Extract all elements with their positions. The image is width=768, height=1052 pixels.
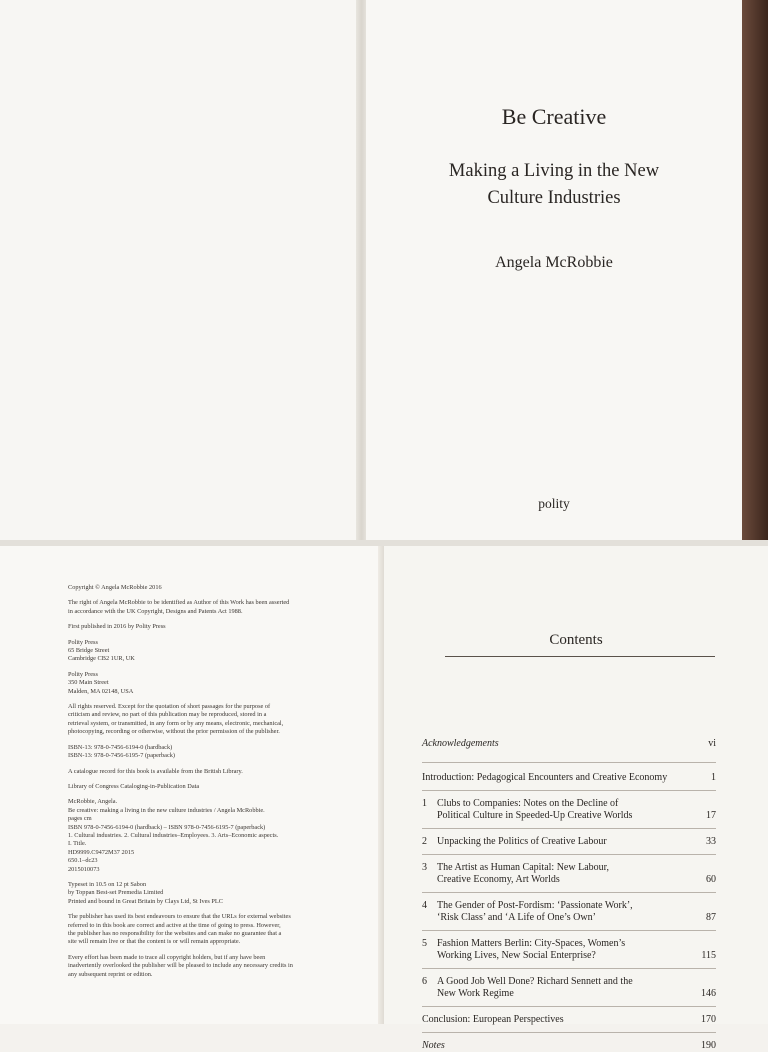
toc-chapter-number: 1 [422, 798, 427, 809]
copyright-line: pages cm [68, 815, 92, 823]
toc-chapter-number: 2 [422, 836, 427, 847]
copyright-line: photocopying, recording or otherwise, without the prior permission of the publisher. [68, 728, 280, 736]
toc-title-line: Introduction: Pedagogical Encounters and Creative Economy [422, 772, 668, 783]
copyright-line: Polity Press [68, 638, 98, 646]
toc-title [422, 938, 687, 962]
toc-entry [422, 738, 716, 750]
toc-title-line: New Work Regime [437, 988, 514, 999]
toc-title-line: Working Lives, New Social Enterprise? [437, 950, 596, 961]
copyright-line: site will remain live or that the content is or will remain appropriate. [68, 938, 241, 946]
copyright-paragraph [68, 768, 358, 776]
copyright-paragraph [68, 913, 358, 947]
toc-title-line: ‘Risk Class’ and ‘A Life of One’s Own’ [437, 912, 596, 923]
toc-page-number: 33 [706, 836, 716, 847]
copyright-line: Every effort has been made to trace all copyright holders, but if any have been [68, 953, 266, 961]
toc-title [422, 798, 687, 822]
toc-divider [422, 930, 716, 931]
contents-heading-rule [445, 656, 715, 657]
toc-title-line: The Artist as Human Capital: New Labour, [437, 862, 610, 873]
copyright-paragraph [68, 954, 358, 979]
copyright-line: any subsequent reprint or edition. [68, 970, 153, 978]
toc-chapter-number: 5 [422, 938, 427, 949]
toc-chapter-number: 4 [422, 900, 427, 911]
copyright-paragraph [68, 798, 358, 874]
copyright-line: Typeset in 10.5 on 12 pt Sabon [68, 880, 147, 888]
publisher-name: polity [538, 496, 570, 511]
toc-divider [422, 968, 716, 969]
copyright-line: retrieval system, or transmitted, in any form or by any means, electronic, mechanical, [68, 719, 284, 727]
copyright-paragraph [68, 599, 358, 616]
copyright-line: referred to in this book are correct and active at the time of going to press. However, [68, 921, 281, 929]
copyright-line: The right of Angela McRobbie to be identified as Author of this Work has been asserted [68, 599, 290, 607]
toc-entry [422, 836, 716, 848]
copyright-line: 350 Main Street [68, 679, 109, 687]
toc-chapter-number: 6 [422, 976, 427, 987]
toc-divider [422, 1006, 716, 1007]
toc-entry [422, 862, 716, 886]
copyright-line: by Toppan Best-set Premedia Limited [68, 889, 164, 897]
toc-chapter-number: 3 [422, 862, 427, 873]
subtitle-line: Culture Industries [487, 188, 621, 208]
toc-entry [422, 1040, 716, 1052]
toc-entry [422, 900, 716, 924]
table-of-contents [422, 738, 716, 1052]
toc-divider [422, 1032, 716, 1033]
subtitle-line: Making a Living in the New [448, 161, 660, 181]
toc-entry [422, 772, 716, 784]
toc-title [422, 1040, 692, 1052]
toc-title-line: Acknowledgements [422, 738, 499, 749]
toc-title [422, 900, 687, 924]
copyright-line: Library of Congress Cataloging-in-Publication Data [68, 782, 200, 790]
contents-heading: Contents [549, 632, 603, 648]
toc-title-line: Creative Economy, Art Worlds [437, 874, 560, 885]
copyright-line: I. Title. [68, 840, 87, 848]
toc-title [422, 976, 687, 1000]
copyright-paragraph [68, 744, 358, 761]
copyright-line: the publisher has no responsibility for the websites and can make no guarantee that a [68, 930, 282, 937]
toc-page-number: 170 [701, 1014, 716, 1025]
toc-title-line: Conclusion: European Perspectives [422, 1014, 564, 1025]
copyright-line: 650.1–dc23 [68, 857, 98, 865]
copyright-paragraph [68, 881, 358, 906]
toc-divider [422, 828, 716, 829]
copyright-line: Printed and bound in Great Britain by Clays Ltd, St Ives PLC [68, 897, 223, 905]
book-title: Be Creative [501, 104, 607, 129]
toc-title-line: Unpacking the Politics of Creative Labour [437, 836, 607, 847]
blank-page [0, 0, 358, 540]
toc-title [422, 1014, 692, 1026]
copyright-paragraph [68, 584, 358, 592]
toc-entry [422, 1014, 716, 1026]
copyright-line: Copyright © Angela McRobbie 2016 [68, 584, 162, 591]
copyright-line: Malden, MA 02148, USA [68, 687, 134, 695]
toc-page-number: 17 [706, 810, 716, 821]
author-name: Angela McRobbie [495, 254, 613, 271]
copyright-line: The publisher has used its best endeavours to ensure that the URLs for external websites [68, 913, 291, 921]
copyright-text [68, 584, 358, 986]
copyright-line: 2015010073 [68, 865, 100, 873]
copyright-line: ISBN-13: 978-0-7456-6194-0 (hardback) [68, 743, 173, 751]
copyright-line: 65 Bridge Street [68, 647, 110, 655]
toc-divider [422, 892, 716, 893]
toc-divider [422, 790, 716, 791]
toc-title-line: Political Culture in Speeded-Up Creative Worlds [437, 810, 633, 821]
toc-title-line: The Gender of Post-Fordism: ‘Passionate Work’, [437, 900, 633, 911]
copyright-line: A catalogue record for this book is available from the British Library. [68, 767, 243, 775]
book-subtitle [366, 158, 742, 212]
toc-page-number: 190 [701, 1040, 716, 1051]
copyright-line: All rights reserved. Except for the quotation of short passages for the purpose of [68, 703, 271, 711]
copyright-page [0, 546, 384, 1024]
toc-title-line: Clubs to Companies: Notes on the Decline of [437, 798, 619, 809]
book-cover-edge [742, 0, 768, 540]
toc-title [422, 772, 692, 784]
toc-page-number: 87 [706, 912, 716, 923]
toc-page-number: 146 [701, 988, 716, 999]
copyright-line: in accordance with the UK Copyright, Designs and Patents Act 1988. [68, 607, 243, 615]
title-page [366, 0, 742, 540]
copyright-paragraph [68, 623, 358, 631]
copyright-paragraph [68, 783, 358, 791]
toc-entry [422, 938, 716, 962]
toc-divider [422, 762, 716, 763]
copyright-line: HD9999.C9472M37 2015 [68, 848, 135, 856]
copyright-line: 1. Cultural industries. 2. Cultural industries–Employees. 3. Arts–Economic aspects. [68, 831, 279, 839]
copyright-line: criticism and review, no part of this publication may be reproduced, stored in a [68, 711, 267, 719]
toc-page-number: 1 [711, 772, 716, 783]
toc-title [422, 738, 692, 750]
copyright-line: Be creative: making a living in the new culture industries / Angela McRobbie. [68, 806, 265, 814]
copyright-line: ISBN 978-0-7456-6194-0 (hardback) – ISBN 978-0-7456-6195-7 (paperback) [68, 823, 266, 831]
toc-title-line: Notes [422, 1040, 445, 1051]
copyright-line: McRobbie, Angela. [68, 798, 118, 806]
copyright-paragraph [68, 671, 358, 696]
contents-page [384, 546, 768, 1051]
copyright-line: Polity Press [68, 670, 98, 678]
toc-title [422, 836, 687, 848]
toc-entry [422, 798, 716, 822]
copyright-line: ISBN-13: 978-0-7456-6195-7 (paperback) [68, 752, 176, 760]
toc-page-number: vi [708, 738, 716, 749]
toc-divider [422, 854, 716, 855]
copyright-paragraph [68, 703, 358, 737]
toc-title [422, 862, 687, 886]
toc-title-line: Fashion Matters Berlin: City-Spaces, Women’s [437, 938, 626, 949]
copyright-line: Cambridge CB2 1UR, UK [68, 655, 135, 663]
copyright-line: First published in 2016 by Polity Press [68, 623, 166, 631]
copyright-line: inadvertently overlooked the publisher will be pleased to include any necessary credits in [68, 962, 293, 970]
copyright-paragraph [68, 639, 358, 664]
toc-title-line: A Good Job Well Done? Richard Sennett and the [437, 976, 633, 987]
toc-page-number: 60 [706, 874, 716, 885]
toc-page-number: 115 [701, 950, 716, 961]
toc-entry [422, 976, 716, 1000]
